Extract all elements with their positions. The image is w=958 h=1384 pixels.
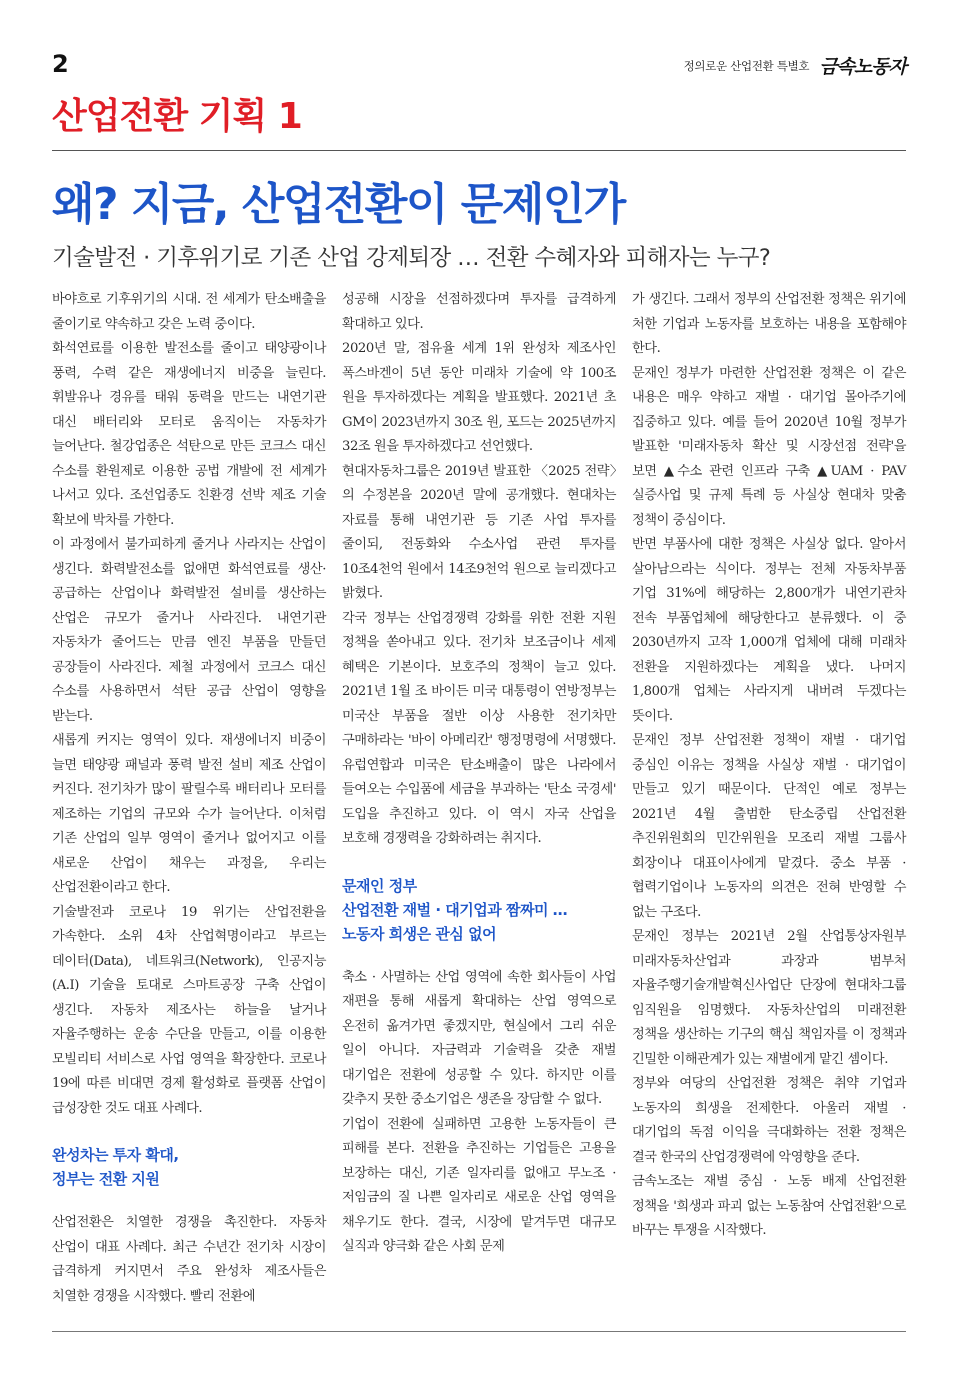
paragraph: 반면 부품사에 대한 정책은 사실상 없다. 알아서 살아남으라는 식이다. 정부는 전체 자동차부품 기업 31%에 해당하는 2,800개가 내연기관차 전속 부품업체에 해당한다고 분류했다. 이 중 2030년까지 고작 1,000개 업체에 대해 미래차 전환을 지원하겠다는 계획을 냈다. 나머지 1,800개 업체는 사라지게 내버려 두겠다는 뜻이다. xyxy=(632,537,906,724)
paragraph: 성공해 시장을 선점하겠다며 투자를 급격하게 확대하고 있다. xyxy=(342,292,616,332)
paragraph: 이 과정에서 불가피하게 줄거나 사라지는 산업이 생긴다. 화력발전소를 없애면 화석연료를 생산·공급하는 산업이나 화력발전 설비를 생산하는 산업은 규모가 줄거나 사라진다. 내연기관 자동차가 줄어드는 만큼 엔진 부품을 만들던 공장들이 사라진다. 제철 과정에서 코크스 대신 수소를 사용하면서 석탄 공급 산업이 영향을 받는다. xyxy=(52,537,326,724)
article-body xyxy=(52,288,908,1318)
subheading-line: 완성차는 투자 확대, xyxy=(52,1146,179,1164)
bottom-divider xyxy=(52,1331,906,1332)
article-column-3 xyxy=(632,288,906,1244)
article-column-2 xyxy=(342,288,616,1260)
paragraph: 산업전환은 치열한 경쟁을 촉진한다. 자동차 산업이 대표 사례다. 최근 수년간 전기차 시장이 급격하게 커지면서 주요 완성차 제조사들은 치열한 경쟁을 시작했다. 빨리 전환에 xyxy=(52,1215,326,1304)
paragraph: 정부와 여당의 산업전환 정책은 취약 기업과 노동자의 희생을 전제한다. 아울러 재벌 · 대기업의 독점 이익을 극대화하는 전환 정책은 결국 한국의 산업경쟁력에 악영향을 준다. xyxy=(632,1076,906,1165)
masthead xyxy=(684,52,906,79)
paragraph: 바야흐로 기후위기의 시대. 전 세계가 탄소배출을 줄이기로 약속하고 갖은 노력 중이다. xyxy=(52,292,326,332)
paragraph: 화석연료를 이용한 발전소를 줄이고 태양광이나 풍력, 수력 같은 재생에너지 비중을 늘린다. 휘발유나 경유를 태워 동력을 만드는 내연기관 대신 배터리와 모터로 움직이는 자동차가 늘어난다. 철강업종은 석탄으로 만든 코크스 대신 수소를 환원제로 이용한 공법 개발에 전 세계가 나서고 있다. 조선업종도 친환경 선박 제조 기술 확보에 박차를 가한다. xyxy=(52,341,326,528)
paragraph: 문재인 정부는 2021년 2월 산업통상자원부 미래자동차산업과 과장과 범부처 자율주행기술개발혁신사업단 단장에 현대차그룹 임직원을 임명했다. 자동차산업의 미래전환 정책을 생산하는 기구의 핵심 책임자를 이 정책과 긴밀한 이해관계가 있는 재벌에게 맡긴 셈이다. xyxy=(632,929,906,1067)
paragraph: 기업이 전환에 실패하면 고용한 노동자들이 큰 피해를 본다. 전환을 추진하는 기업들은 고용을 보장하는 대신, 기존 일자리를 없애고 무노조 · 저임금의 질 나쁜 일자리로 새로운 산업 영역을 채우기도 한다. 결국, 시장에 맡겨두면 대규모 실직과 양극화 같은 사회 문제 xyxy=(342,1116,616,1254)
subheading-line: 산업전환 재벌 · 대기업과 짬짜미 … xyxy=(342,900,568,919)
paragraph: 현대자동차그룹은 2019년 발표한 〈2025 전략〉의 수정본을 2020년 말에 공개했다. 현대차는 자료를 통해 내연기관 등 기존 사업 투자를 줄이되, 전동화와 수소사업 관련 투자를 10조4천억 원에서 14조9천억 원으로 늘리겠다고 밝혔다. xyxy=(342,463,616,601)
paragraph: 2020년 말, 점유율 세계 1위 완성차 제조사인 폭스바겐이 5년 동안 미래차 기술에 약 100조 원을 투자하겠다는 계획을 발표했다. 2021년 초 GM이 2023년까지 30조 원, 포드는 2025년까지 32조 원을 투자하겠다고 선언했다. xyxy=(342,341,616,454)
paragraph: 새롭게 커지는 영역이 있다. 재생에너지 비중이 늘면 태양광 패널과 풍력 발전 설비 제조 산업이 커진다. 전기차가 많이 팔릴수록 배터리나 모터를 제조하는 기업의 규모와 수가 늘어난다. 이처럼 기존 산업의 일부 영역이 줄거나 없어지고 이를 새로운 산업이 채우는 과정을, 우리는 산업전환이라고 한다. xyxy=(52,733,326,895)
top-divider xyxy=(52,150,906,151)
section-title: 산업전환 기획 1 xyxy=(52,96,302,137)
subheading-line: 노동자 희생은 관심 없어 xyxy=(342,924,497,943)
paragraph: 문재인 정부가 마련한 산업전환 정책은 이 같은 내용은 매우 약하고 재벌 · 대기업 몰아주기에 집중하고 있다. 예를 들어 2020년 10월 정부가 발표한 '미래자동차 확산 및 시장선점 전략'을 보면 ▲수소 관련 인프라 구축 ▲UAM · PAV 실증사업 및 규제 특례 등 사실상 현대차 맞춤 정책이 중심이다. xyxy=(632,365,906,528)
subheading-government xyxy=(342,874,616,946)
page-number: 2 xyxy=(52,50,69,78)
headline: 왜? 지금, 산업전환이 문제인가 xyxy=(52,179,625,230)
masthead-logo: 금속노동자 xyxy=(819,56,906,78)
paragraph: 축소 · 사멸하는 산업 영역에 속한 회사들이 사업 재편을 통해 새롭게 확대하는 산업 영역으로 온전히 옮겨가면 좋겠지만, 현실에서 그리 쉬운 일이 아니다. 자금력과 기술력을 갖춘 재벌 대기업은 전환에 성공할 수 있다. 하지만 이를 갖추지 못한 중소기업은 생존을 장담할 수 없다. xyxy=(342,969,616,1107)
article-column-1 xyxy=(52,288,326,1309)
paragraph: 기술발전과 코로나 19 위기는 산업전환을 가속한다. 소위 4차 산업혁명이라고 부르는 데이터(Data), 네트워크(Network), 인공지능(A.I) 기술을 토대로 스마트공장 구축 산업이 생긴다. 자동차 제조사는 하늘을 날거나 자율주행하는 운송 수단을 만들고, 이를 이용한 모빌리티 서비스로 사업 영역을 확장한다. 코로나 19에 따른 비대면 경제 활성화로 플랫폼 산업이 급성장한 것도 대표 사례다. xyxy=(52,904,326,1116)
paragraph: 가 생긴다. 그래서 정부의 산업전환 정책은 위기에 처한 기업과 노동자를 보호하는 내용을 포함해야 한다. xyxy=(632,292,906,356)
masthead-subtitle: 정의로운 산업전환 특별호 xyxy=(683,58,810,73)
subheading-invest xyxy=(52,1143,326,1191)
subheading-line: 문재인 정부 xyxy=(342,876,417,895)
paragraph: 각국 정부는 산업경쟁력 강화를 위한 전환 지원 정책을 쏟아내고 있다. 전기차 보조금이나 세제 혜택은 기본이다. 보호주의 정책이 늘고 있다. 2021년 1월 조 바이든 미국 대통령이 연방정부는 미국산 부품을 절반 이상 사용한 전기차만 구매하라는 '바이 아메리칸' 행정명령에 서명했다. 유럽연합과 미국은 탄소배출이 많은 나라에서 들여오는 수입품에 세금을 부과하는 '탄소 국경세' 도입을 추진하고 있다. 이 역시 자국 산업을 보호해 경쟁력을 강화하려는 취지다. xyxy=(342,610,616,846)
paragraph: 금속노조는 재벌 중심 · 노동 배제 산업전환 정책을 '희생과 파괴 없는 노동참여 산업전환'으로 바꾸는 투쟁을 시작했다. xyxy=(632,1174,906,1238)
paragraph: 문재인 정부 산업전환 정책이 재벌 · 대기업 중심인 이유는 정책을 사실상 재벌 · 대기업이 만들고 있기 때문이다. 단적인 예로 정부는 2021년 4월 출범한 탄소중립 산업전환 추진위원회의 민간위원을 모조리 재벌 그룹사 회장이나 대표이사에게 맡겼다. 중소 부품 · 협력기업이나 노동자의 의견은 전혀 반영할 수 없는 구조다. xyxy=(632,733,906,920)
subheadline: 기술발전 · 기후위기로 기존 산업 강제퇴장 … 전환 수혜자와 피해자는 누구? xyxy=(52,245,771,271)
subheading-line: 정부는 전환 지원 xyxy=(52,1170,160,1188)
